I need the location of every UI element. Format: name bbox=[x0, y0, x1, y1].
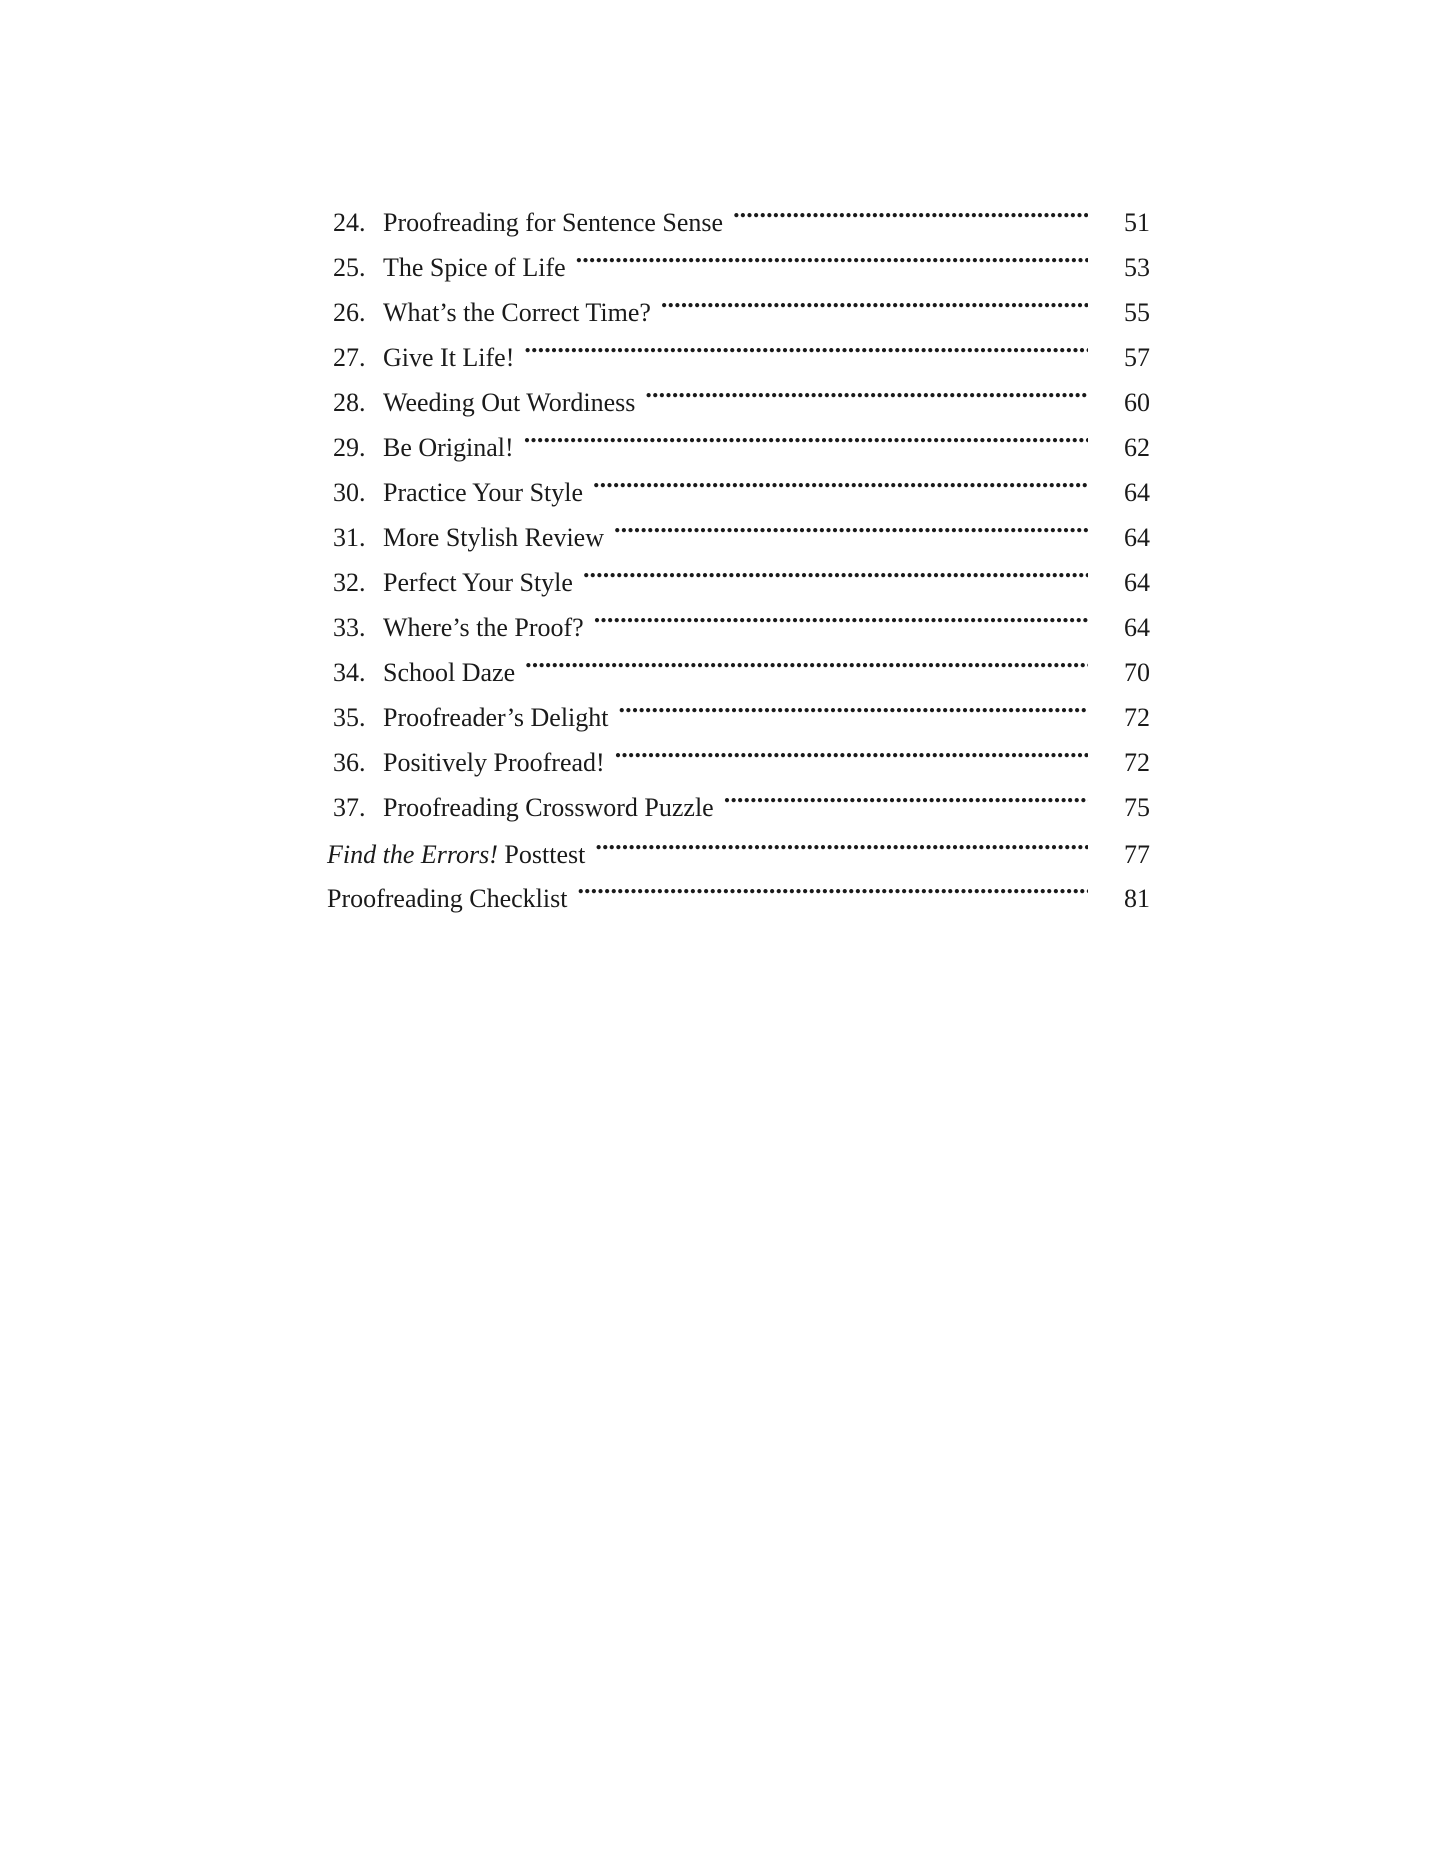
entry-page: 60 bbox=[1124, 388, 1150, 417]
entry-number: 28. bbox=[333, 388, 366, 417]
dot-leader bbox=[595, 818, 1088, 863]
dot-leader bbox=[525, 636, 1088, 681]
dot-leader bbox=[583, 546, 1088, 591]
dot-leader bbox=[524, 321, 1088, 366]
entry-title: Proofreading for Sentence Sense bbox=[383, 208, 724, 237]
entry-title: Practice Your Style bbox=[383, 478, 584, 507]
entry-title: Proofreading Checklist bbox=[327, 884, 568, 913]
dot-leader bbox=[724, 771, 1088, 816]
dot-leader bbox=[614, 501, 1088, 546]
dot-leader bbox=[524, 411, 1088, 456]
entry-page: 72 bbox=[1124, 748, 1150, 777]
entry-page: 64 bbox=[1124, 568, 1150, 597]
entry-number: 31. bbox=[333, 523, 366, 552]
entry-page: 53 bbox=[1124, 253, 1150, 282]
entry-title: More Stylish Review bbox=[383, 523, 604, 552]
entry-number: 27. bbox=[333, 343, 366, 372]
dot-leader bbox=[733, 186, 1088, 231]
dot-leader bbox=[593, 456, 1088, 501]
entry-page: 62 bbox=[1124, 433, 1150, 462]
entry-number: 29. bbox=[333, 433, 366, 462]
entry-page: 64 bbox=[1124, 613, 1150, 642]
entry-title: Be Original! bbox=[383, 433, 514, 462]
entry-number: 32. bbox=[333, 568, 366, 597]
dot-leader bbox=[615, 726, 1088, 771]
entry-title-rest: Posttest bbox=[497, 840, 586, 869]
entry-number: 26. bbox=[333, 298, 366, 327]
entry-number: 25. bbox=[333, 253, 366, 282]
entry-title: Proofreading Crossword Puzzle bbox=[383, 793, 714, 822]
toc-entry-24 bbox=[327, 186, 1150, 237]
dot-leader bbox=[619, 681, 1088, 726]
entry-number: 30. bbox=[333, 478, 366, 507]
entry-title-italic: Find the Errors! bbox=[327, 840, 498, 869]
entry-title: What’s the Correct Time? bbox=[383, 298, 651, 327]
entry-page: 55 bbox=[1124, 298, 1150, 327]
entry-title: Proofreader’s Delight bbox=[383, 703, 609, 732]
entry-title: School Daze bbox=[383, 658, 516, 687]
entry-page: 57 bbox=[1124, 343, 1150, 372]
table-of-contents bbox=[327, 186, 1150, 913]
entry-page: 70 bbox=[1124, 658, 1150, 687]
entry-number: 36. bbox=[333, 748, 366, 777]
dot-leader bbox=[594, 591, 1088, 636]
entry-page: 51 bbox=[1124, 208, 1150, 237]
dot-leader bbox=[577, 862, 1088, 907]
entry-title: Give It Life! bbox=[383, 343, 515, 372]
entry-page: 75 bbox=[1124, 793, 1150, 822]
entry-title: Where’s the Proof? bbox=[383, 613, 584, 642]
entry-title bbox=[327, 832, 595, 877]
entry-page: 77 bbox=[1124, 840, 1150, 869]
dot-leader bbox=[661, 276, 1088, 321]
entry-page: 64 bbox=[1124, 523, 1150, 552]
dot-leader bbox=[645, 366, 1088, 411]
entry-number: 37. bbox=[333, 793, 366, 822]
entry-title: The Spice of Life bbox=[383, 253, 566, 282]
entry-number: 24. bbox=[333, 208, 366, 237]
entry-number: 35. bbox=[333, 703, 366, 732]
entry-number: 33. bbox=[333, 613, 366, 642]
entry-number: 34. bbox=[333, 658, 366, 687]
entry-page: 72 bbox=[1124, 703, 1150, 732]
dot-leader bbox=[576, 231, 1088, 276]
entry-title: Positively Proofread! bbox=[383, 748, 605, 777]
entry-page: 81 bbox=[1124, 884, 1150, 913]
entry-title: Weeding Out Wordiness bbox=[383, 388, 636, 417]
entry-title: Perfect Your Style bbox=[383, 568, 573, 597]
entry-page: 64 bbox=[1124, 478, 1150, 507]
